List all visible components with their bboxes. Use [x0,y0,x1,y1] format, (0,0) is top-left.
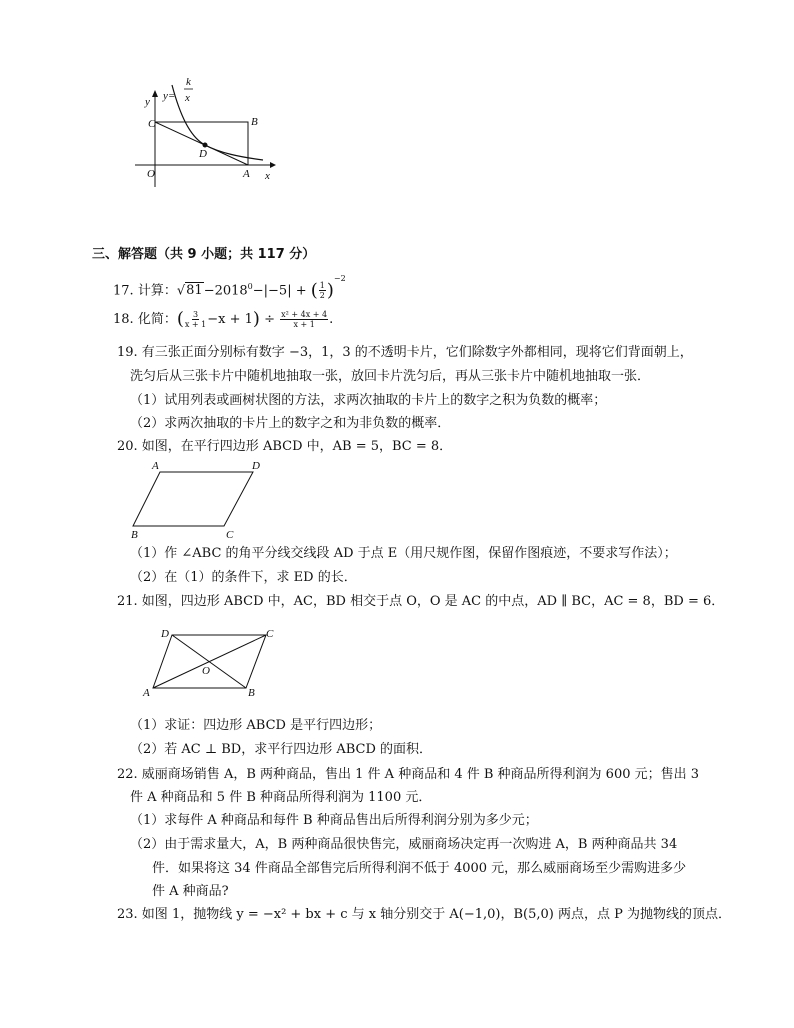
y-axis-label: y [145,96,150,108]
curve-label-x: x [185,92,190,104]
q18-f1-num: 3 [193,310,199,319]
q17-radicand: 81 [186,283,203,299]
diagonal-bd [172,635,246,688]
label-c: C [148,118,156,130]
label-b: B [131,529,138,541]
q18-fraction-1 [185,310,206,329]
q17-frac-den: 2 [319,291,325,301]
label-b: B [248,687,255,699]
q17-number: 17. [113,283,134,299]
q21-line1: 21. 如图，四边形 ABCD 中，AC，BD 相交于点 O，O 是 AC 的中点，AD ∥ BC，AC = 8，BD = 6． [117,594,725,609]
q18-mid: −x + 1 [207,312,253,327]
q21-part2: （2）若 AC ⊥ BD，求平行四边形 ABCD 的面积． [130,742,433,757]
curve-label-prefix: y= [163,90,176,102]
q17-exp0: 0 [247,282,253,291]
q19-line2: 洗匀后从三张卡片中随机地抽取一张，放回卡片洗匀后，再从三张卡片中随机地抽取一张． [130,369,651,384]
q19-part2: （2）求两次抽取的卡片上的数字之和为非负数的概率． [130,416,451,431]
q19-line1: 19. 有三张正面分别标有数字 −3，1，3 的不透明卡片，它们除数字外都相同，现将它们背面朝上， [117,345,693,360]
q20-part1: （1）作 ∠ABC 的角平分线交线段 AD 于点 E（用尺规作图，保留作图痕迹，不要求写作法）； [130,546,677,561]
fig21-quadrilateral [142,626,282,701]
q18: 18. 化简：( $\frac{3}{x + 1}$ −x + 1) ÷ $\frac{\text{x² + 4x + 4}}{x + 1}$ . [113,308,334,330]
q18-lead: 化简： [137,312,177,327]
q22-line2: 件 A 种商品和 5 件 B 种商品所得利润为 1100 元． [130,790,432,805]
q18-f2-num: x² + 4x + 4 [281,310,328,319]
q17: 17. 计算：$√81-2018^0-|-5|$ + ( $\frac{1}{2}$ )$^{-2}$ [113,274,346,301]
q17-exp: −2 [333,274,346,283]
x-axis-arrow-icon [270,162,276,168]
q22-line1: 22. 威丽商场销售 A，B 两种商品，售出 1 件 A 种商品和 4 件 B 种商品所得利润为 600 元；售出 3 [117,767,700,782]
q21-part1: （1）求证：四边形 ABCD 是平行四边形； [130,718,382,733]
q18-fraction-2 [280,310,328,329]
label-o: O [147,168,155,180]
q17-frac-num: 1 [319,281,325,291]
curve-label-k: k [186,76,191,88]
label-a: A [143,687,150,699]
q22-part2c: 件 A 种商品? [152,884,229,899]
label-a: A [152,460,159,472]
label-d: D [252,460,260,472]
fig16-graph [135,75,285,190]
label-b: B [251,116,258,128]
point-d [203,143,208,148]
fig20-parallelogram [128,458,273,543]
q22-part2b: 件．如果将这 34 件商品全部售完后所得利润不低于 4000 元，那么威丽商场至少需购进多少 [152,861,687,876]
q18-f1-den: x + 1 [184,320,207,329]
section-heading: 三、解答题（共 9 小题；共 117 分） [92,247,316,262]
q20-line1: 20. 如图，在平行四边形 ABCD 中，AB = 5，BC = 8． [117,439,453,454]
label-c: C [226,529,234,541]
label-a: A [243,168,250,180]
q18-div: ÷ [264,312,275,327]
q20-part2: （2）在（1）的条件下，求 ED 的长． [130,570,357,585]
q18-end: . [329,312,334,327]
q18-number: 18. [113,312,134,327]
q19-part1: （1）试用列表或画树状图的方法，求两次抽取的卡片上的数字之积为负数的概率； [130,393,607,408]
q22-part2a: （2）由于需求量大，A，B 两种商品很快售完，威丽商场决定再一次购进 A，B 两种商品共 34 [130,837,678,852]
q17-fraction [319,281,326,300]
q22-part1: （1）求每件 A 种商品和每件 B 种商品售出后所得利润分别为多少元； [130,813,538,828]
y-axis-arrow-icon [152,90,158,97]
q23-line1: 23. 如图 1，抛物线 y = −x² + bx + c 与 x 轴分别交于 A(−1,0)，B(5,0) 两点，点 P 为抛物线的顶点． [117,907,732,922]
sqrt-icon: √ [176,283,186,299]
label-d: D [161,628,169,640]
q18-f2-den: x + 1 [293,320,315,329]
x-axis-label: x [265,170,270,182]
q17-lead: 计算： [137,283,177,299]
label-d: D [199,148,207,160]
label-c: C [266,628,274,640]
q17-abs: −|−5| + [252,283,307,299]
label-o: O [202,665,210,677]
parallelogram-abcd [133,472,253,526]
q17-mid: −2018 [203,283,248,299]
